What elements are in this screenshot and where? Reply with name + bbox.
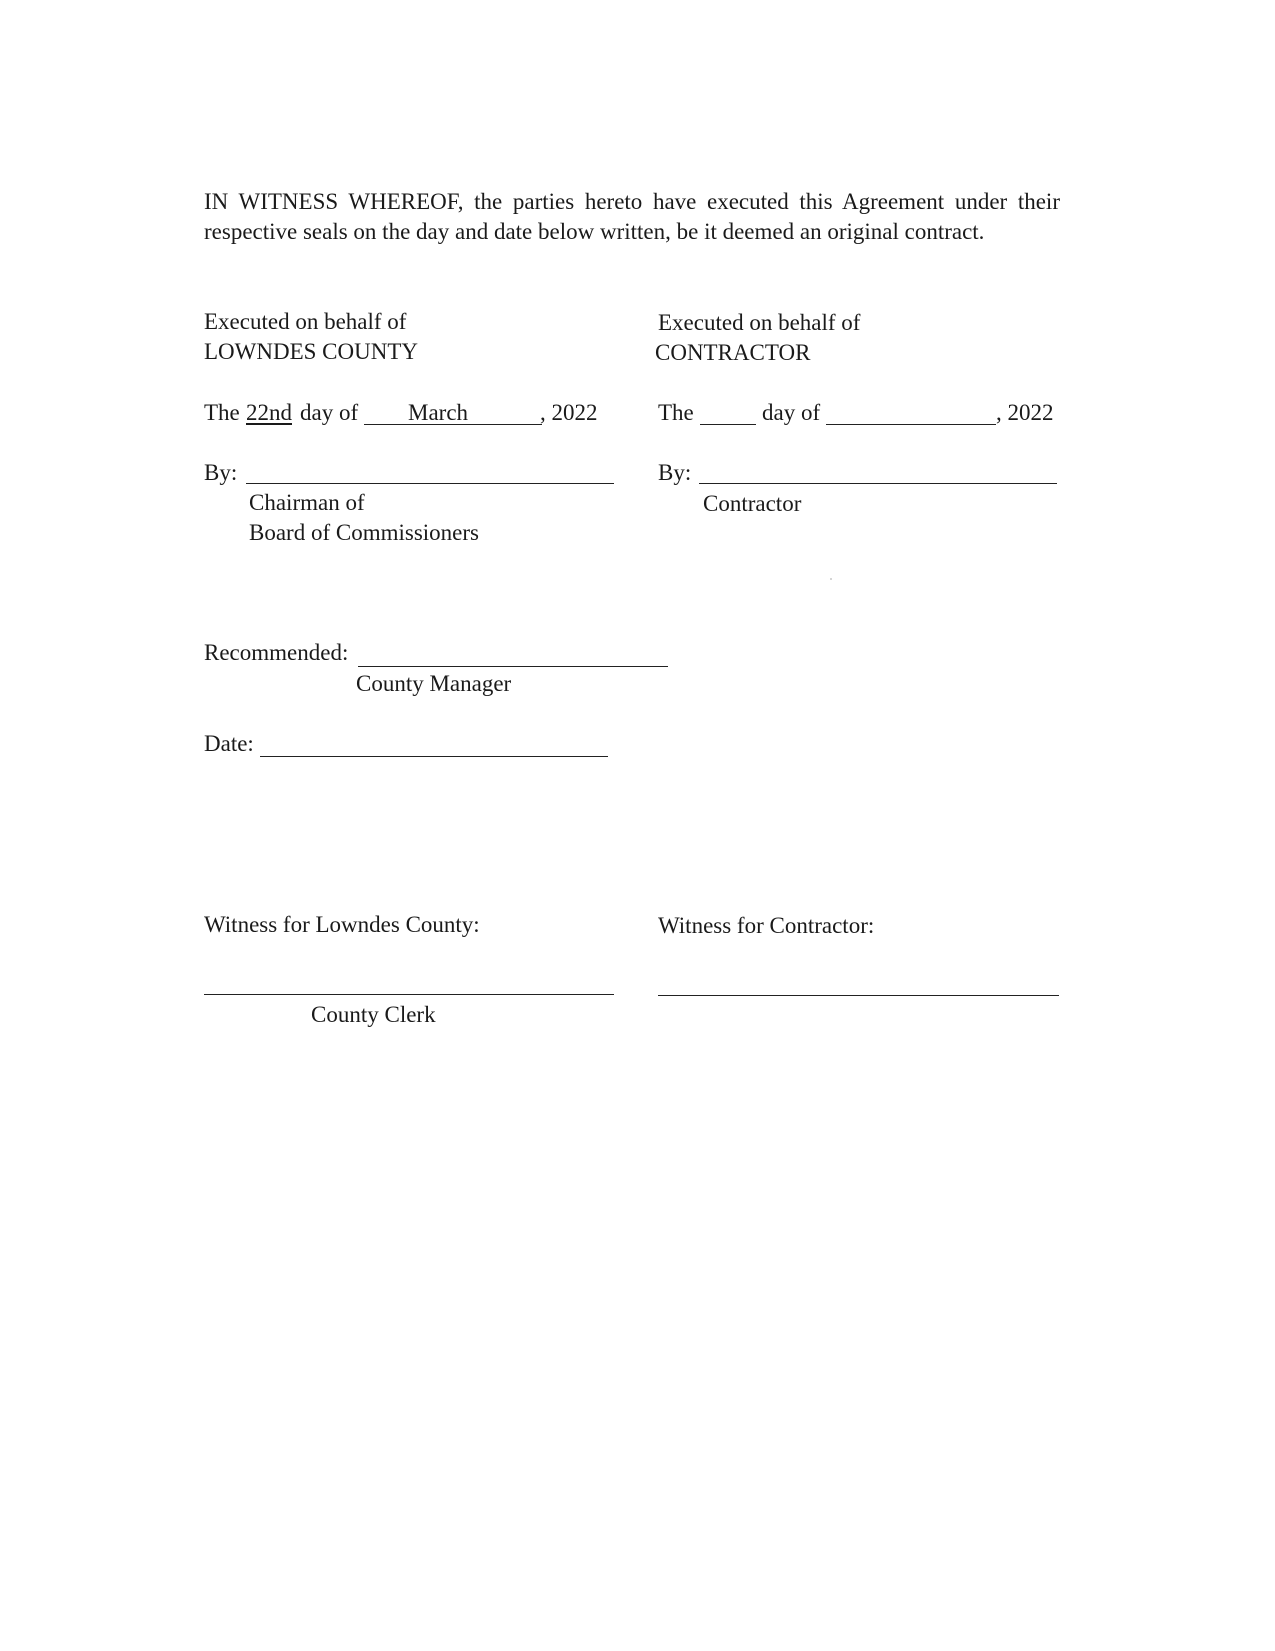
preamble-paragraph bbox=[204, 187, 1060, 247]
county-signature-line[interactable] bbox=[246, 483, 614, 484]
county-month-value: March bbox=[408, 400, 469, 425]
recommended-label: Recommended: bbox=[204, 640, 349, 665]
preamble-line-2: respective seals on the day and date below written, be it deemed an original contract. bbox=[204, 219, 985, 244]
witness-county-label: Witness for Lowndes County: bbox=[204, 912, 480, 937]
county-party-name: LOWNDES COUNTY bbox=[204, 339, 419, 364]
witness-county-signature-line[interactable] bbox=[204, 994, 614, 995]
scan-speck bbox=[830, 578, 832, 580]
county-date-prefix: The bbox=[204, 400, 240, 425]
recommended-title: County Manager bbox=[356, 671, 512, 696]
county-year: , 2022 bbox=[540, 400, 598, 425]
witness-county-title: County Clerk bbox=[311, 1002, 436, 1027]
date-label: Date: bbox=[204, 731, 254, 756]
contractor-by-label: By: bbox=[658, 460, 692, 485]
county-signer-title-2: Board of Commissioners bbox=[249, 520, 479, 545]
county-day-of-label: day of bbox=[300, 400, 359, 425]
contractor-signature-line[interactable] bbox=[699, 483, 1057, 484]
contractor-day-of-label: day of bbox=[762, 400, 821, 425]
contractor-executed-label: Executed on behalf of bbox=[658, 310, 861, 335]
recommended-signature-line[interactable] bbox=[358, 666, 668, 667]
preamble-line-1: IN WITNESS WHEREOF, the parties hereto have executed this Agreement under their bbox=[204, 189, 1060, 214]
county-executed-label: Executed on behalf of bbox=[204, 309, 407, 334]
contractor-year: , 2022 bbox=[996, 400, 1054, 425]
county-signer-title-1: Chairman of bbox=[249, 490, 365, 515]
contractor-month-line[interactable] bbox=[826, 424, 996, 425]
contractor-party-name: CONTRACTOR bbox=[655, 340, 811, 365]
witness-contractor-signature-line[interactable] bbox=[658, 995, 1059, 996]
county-by-label: By: bbox=[204, 460, 238, 485]
witness-contractor-label: Witness for Contractor: bbox=[658, 913, 875, 938]
contractor-date-prefix: The bbox=[658, 400, 694, 425]
county-day-value: 22nd bbox=[246, 400, 292, 425]
date-line[interactable] bbox=[260, 756, 608, 757]
contractor-day-line[interactable] bbox=[700, 424, 756, 425]
contractor-signer-title: Contractor bbox=[703, 491, 802, 516]
